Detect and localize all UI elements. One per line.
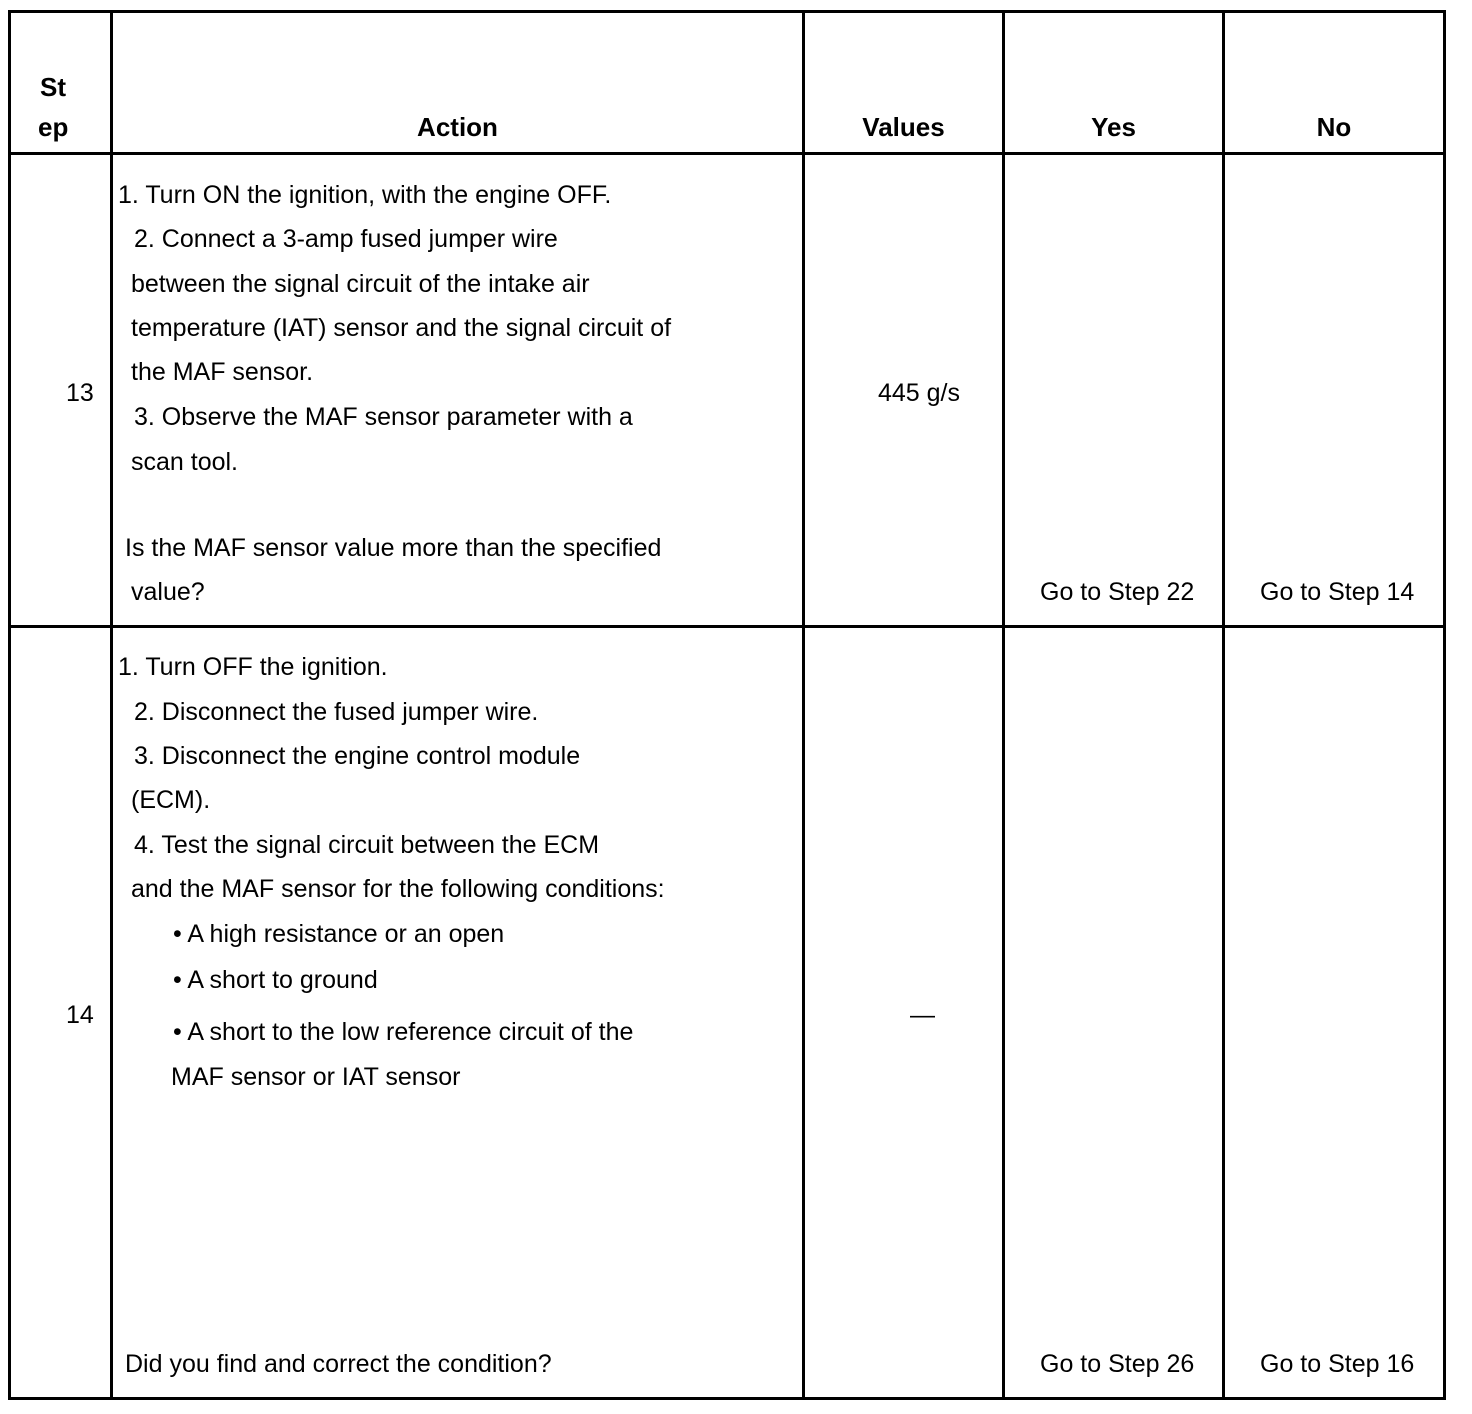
action-line: and the MAF sensor for the following conditions:: [131, 875, 665, 903]
action-line: 1. Turn OFF the ignition.: [118, 653, 388, 681]
row-divider: [11, 152, 1443, 155]
action-line: between the signal circuit of the intake air: [131, 270, 590, 298]
diagnostic-table: [8, 10, 1446, 1400]
no-cell: Go to Step 14: [1260, 578, 1415, 606]
yes-cell: Go to Step 26: [1040, 1350, 1195, 1378]
header-yes: Yes: [1091, 112, 1136, 142]
column-divider: [110, 13, 113, 1397]
bullet-item: • A short to the low reference circuit of the: [173, 1018, 634, 1046]
action-line: MAF sensor or IAT sensor: [171, 1063, 461, 1091]
value-cell: 445 g/s: [878, 379, 961, 407]
yes-cell: Go to Step 22: [1040, 578, 1195, 606]
step-number: 13: [66, 379, 94, 407]
column-divider: [1222, 13, 1225, 1397]
header-action: Action: [417, 112, 498, 142]
question-line: Is the MAF sensor value more than the specified: [125, 534, 662, 562]
column-divider: [802, 13, 805, 1397]
action-line: scan tool.: [131, 448, 239, 476]
value-cell: —: [910, 1001, 935, 1029]
action-line: 1. Turn ON the ignition, with the engine OFF.: [118, 181, 612, 209]
row-divider: [11, 625, 1443, 628]
action-line: 3. Observe the MAF sensor parameter with a: [134, 403, 633, 431]
header-values: Values: [862, 112, 945, 142]
question-line: Did you find and correct the condition?: [125, 1350, 552, 1378]
action-line: 4. Test the signal circuit between the ECM: [134, 831, 600, 859]
step-number: 14: [66, 1001, 94, 1029]
column-divider: [1002, 13, 1005, 1397]
header-step-line1: St: [40, 72, 66, 102]
bullet-item: • A short to ground: [173, 966, 378, 994]
action-line: (ECM).: [131, 786, 211, 814]
header-no: No: [1316, 112, 1352, 142]
bullet-item: • A high resistance or an open: [173, 920, 505, 948]
action-line: 2. Disconnect the fused jumper wire.: [134, 698, 539, 726]
header-step-line2: ep: [38, 112, 69, 142]
action-line: 3. Disconnect the engine control module: [134, 742, 581, 770]
no-cell: Go to Step 16: [1260, 1350, 1415, 1378]
action-line: the MAF sensor.: [131, 358, 314, 386]
action-line: 2. Connect a 3-amp fused jumper wire: [134, 225, 558, 253]
question-line: value?: [131, 578, 205, 606]
action-line: temperature (IAT) sensor and the signal circuit of: [131, 314, 672, 342]
